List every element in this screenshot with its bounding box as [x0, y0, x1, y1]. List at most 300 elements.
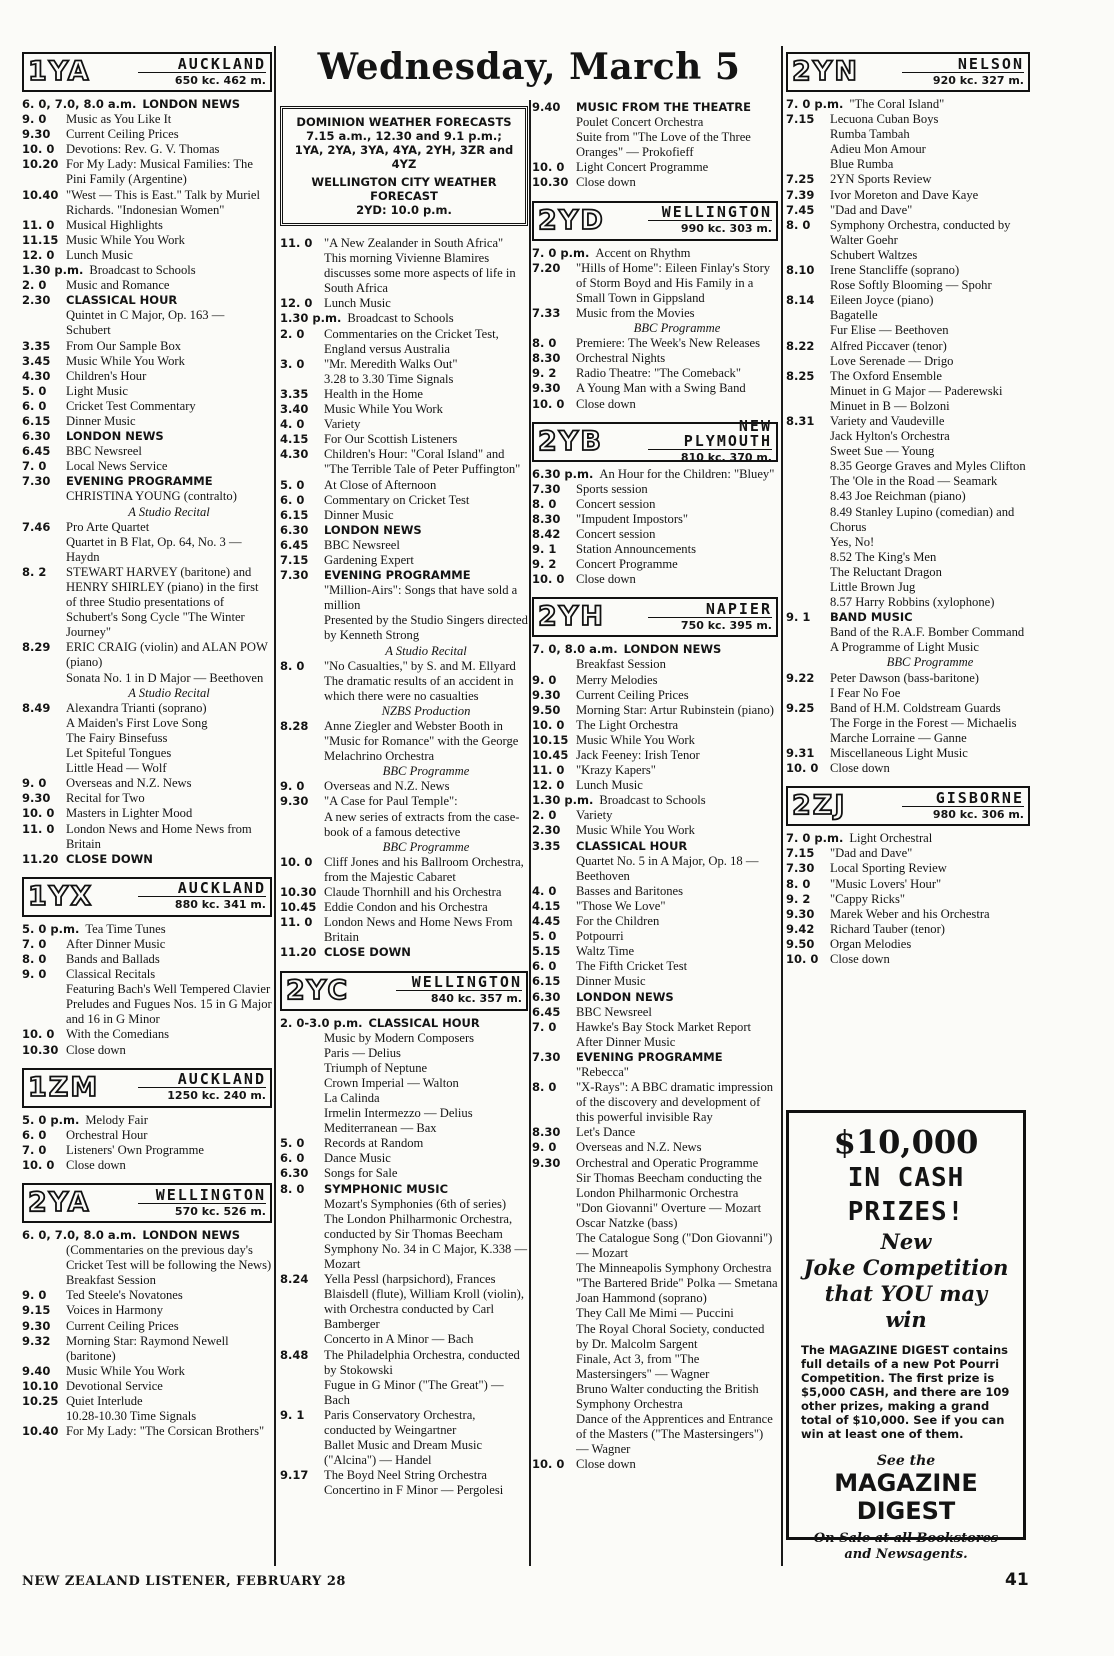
- schedule-text: Records at Random: [324, 1136, 424, 1151]
- schedule-time: 9. 1: [532, 542, 557, 557]
- schedule-text: Poulet Concert Orchestra: [576, 115, 704, 130]
- schedule-item: [22, 967, 272, 982]
- station-frequency: 920 kc. 327 m.: [932, 73, 1024, 87]
- schedule-text: Crown Imperial — Walton: [324, 1075, 459, 1090]
- schedule-item: [786, 640, 1030, 655]
- station-call-sign: 1YA: [28, 56, 91, 87]
- schedule-time: 8.30: [532, 511, 561, 526]
- schedule-time: [22, 997, 66, 1027]
- schedule-item: [22, 565, 272, 640]
- schedule-time: 2. 0: [532, 808, 557, 823]
- schedule-text: Melody Fair: [85, 1112, 148, 1127]
- schedule-item: [22, 1228, 272, 1243]
- schedule-item: [532, 703, 778, 718]
- schedule-item: [280, 493, 528, 508]
- schedule-item: [786, 203, 1030, 218]
- schedule-item: [22, 761, 272, 776]
- station-header-2yd: [532, 201, 778, 241]
- station-city: AUCKLAND: [138, 57, 266, 73]
- schedule-item: [532, 130, 778, 160]
- schedule-time: [786, 655, 830, 670]
- advert-amount: $10,000: [833, 1123, 979, 1161]
- page-title: Wednesday, March 5: [317, 46, 741, 88]
- schedule-item: [280, 357, 528, 372]
- schedule-time: [532, 1035, 576, 1050]
- schedule-time: [786, 550, 830, 565]
- schedule-text: Concerto in A Minor — Bach: [324, 1332, 474, 1347]
- schedule-text: Schubert Waltzes: [830, 247, 918, 262]
- schedule-text: CHRISTINA YOUNG (contralto): [66, 489, 237, 504]
- schedule-item: [280, 523, 528, 538]
- schedule-text: LONDON NEWS: [623, 642, 722, 657]
- schedule-time: 7. 0: [22, 1142, 47, 1157]
- schedule-time: [22, 489, 66, 504]
- schedule-text: Peter Dawson (bass-baritone): [830, 670, 979, 685]
- schedule-time: 6. 0: [280, 492, 305, 507]
- station-call-sign: 2YC: [286, 974, 350, 1006]
- schedule-item: [22, 640, 272, 670]
- schedule-text: The Fairy Binsefuss: [66, 730, 168, 745]
- schedule-text: Fugue in G Minor ("The Great") — Bach: [324, 1377, 504, 1407]
- schedule-text: Songs for Sale: [324, 1166, 398, 1181]
- schedule-text: The 'Ole in the Road — Seamark: [830, 474, 998, 489]
- schedule-time: 6.15: [22, 413, 51, 428]
- schedule-item: [786, 339, 1030, 354]
- schedule-item: [280, 478, 528, 493]
- schedule-item: [280, 583, 528, 613]
- schedule-text: For Our Scottish Listeners: [324, 432, 458, 447]
- schedule-time: [786, 248, 830, 263]
- schedule-item: [786, 278, 1030, 293]
- schedule-text: "Those We Love": [576, 898, 666, 913]
- footer-publication: NEW ZEALAND LISTENER, FEBRUARY 28: [22, 1574, 346, 1589]
- schedule-item: [786, 625, 1030, 640]
- schedule-text: Concert session: [576, 526, 656, 541]
- schedule-time: [786, 686, 830, 701]
- schedule-item: [280, 900, 528, 915]
- schedule-text: "The Bartered Bride" Polka — Smetana: [576, 1276, 778, 1291]
- schedule-time: 7.45: [786, 202, 815, 217]
- schedule-time: [786, 565, 830, 580]
- schedule-time: 6.45: [280, 537, 309, 552]
- schedule-text: Lecuona Cuban Boys: [830, 112, 939, 127]
- advert-magazine-name-2: DIGEST: [856, 1497, 956, 1525]
- schedule-item: [532, 718, 778, 733]
- schedule-text: The Forge in the Forest — Michaelis: [830, 715, 1017, 730]
- schedule-item: [532, 246, 778, 261]
- schedule-item: [786, 671, 1030, 686]
- schedule-item: [280, 1166, 528, 1181]
- schedule-text: Close down: [66, 1157, 126, 1172]
- schedule-text: Suite from "The Love of the Three Oranges" — Prokofieff: [576, 130, 751, 160]
- schedule-time: 9. 0: [532, 672, 557, 687]
- schedule-item: [22, 112, 272, 127]
- schedule-text: Music While You Work: [66, 353, 185, 368]
- schedule-text: Lunch Music: [66, 247, 133, 262]
- schedule-time: 9. 0: [22, 1288, 47, 1303]
- schedule-item: [786, 701, 1030, 716]
- schedule-time: 8. 0: [280, 658, 305, 673]
- schedule-time: 10.30: [280, 885, 317, 900]
- schedule-text: MUSIC FROM THE THEATRE: [576, 100, 751, 114]
- schedule-text: LONDON NEWS: [142, 97, 241, 111]
- schedule-item: [22, 791, 272, 806]
- schedule-text: Yes, No!: [830, 534, 875, 549]
- schedule-time: 11. 0: [280, 915, 313, 930]
- schedule-time: 3. 0: [280, 356, 305, 371]
- schedule-time: [280, 1438, 324, 1468]
- schedule-item: [532, 1171, 778, 1201]
- schedule-time: [786, 399, 830, 414]
- schedule-text: Dance of the Apprentices and Entrance of the Masters ("The Mastersingers") — Wagner: [576, 1412, 773, 1457]
- schedule-text: "Krazy Kapers": [576, 763, 656, 778]
- schedule-time: [532, 1065, 576, 1080]
- schedule-item: [532, 793, 778, 808]
- schedule-item: [22, 822, 272, 852]
- advert-prize: IN CASH PRIZES!: [847, 1163, 965, 1227]
- schedule-text: BBC Newsreel: [576, 1004, 652, 1019]
- schedule-item: [532, 1216, 778, 1231]
- schedule-time: [22, 761, 66, 776]
- schedule-text: CLASSICAL HOUR: [368, 1015, 480, 1030]
- station-frequency: 650 kc. 462 m.: [174, 73, 266, 87]
- schedule-text: Light Concert Programme: [576, 160, 709, 175]
- schedule-item: [786, 263, 1030, 278]
- magazine-digest-advert: [786, 1110, 1026, 1562]
- schedule-time: 9.40: [22, 1363, 51, 1378]
- schedule-text: The Light Orchestra: [576, 717, 679, 732]
- schedule-time: 10.20: [22, 157, 59, 172]
- schedule-item: [22, 806, 272, 821]
- schedule-text: Music and Romance: [66, 278, 170, 293]
- schedule-time: 9. 1: [786, 610, 811, 625]
- schedule-text: Musical Highlights: [66, 217, 163, 232]
- schedule-time: 6.45: [532, 1004, 561, 1019]
- schedule-item: [280, 1182, 528, 1197]
- station-header-2yc: [280, 971, 528, 1011]
- schedule-text: Close down: [66, 1042, 126, 1057]
- schedule-time: [532, 1171, 576, 1201]
- schedule-time: 6.45: [22, 444, 51, 459]
- schedule-time: 2.30: [22, 293, 51, 308]
- station-frequency: 880 kc. 341 m.: [174, 898, 266, 912]
- schedule-item: [22, 97, 272, 112]
- schedule-text: Lunch Music: [324, 296, 391, 311]
- schedule-item: [532, 642, 778, 657]
- schedule-time: [786, 384, 830, 399]
- schedule-time: 1.30 p.m.: [280, 311, 342, 326]
- schedule-time: 7.30: [532, 481, 561, 496]
- schedule-time: 10.10: [22, 1378, 59, 1393]
- schedule-time: [786, 157, 830, 172]
- schedule-item: [280, 508, 528, 523]
- schedule-text: Orchestral Nights: [576, 351, 666, 366]
- schedule-item: [532, 1291, 778, 1306]
- schedule-text: Merry Melodies: [576, 672, 658, 687]
- schedule-text: "The Coral Island": [849, 97, 945, 111]
- schedule-text: The dramatic results of an accident in which there were no casualties: [324, 673, 514, 703]
- schedule-item: [786, 610, 1030, 625]
- schedule-2zj: [786, 831, 1030, 967]
- schedule-item: [22, 1273, 272, 1288]
- column-rule: [529, 100, 531, 1566]
- schedule-text: Bagatelle: [830, 308, 878, 323]
- schedule-time: 10. 0: [22, 142, 55, 157]
- schedule-time: [786, 459, 830, 474]
- schedule-item: [786, 323, 1030, 338]
- schedule-time: 9.31: [786, 746, 815, 761]
- schedule-item: [786, 489, 1030, 504]
- schedule-text: SYMPHONIC MUSIC: [324, 1181, 449, 1196]
- schedule-item: [532, 1020, 778, 1035]
- schedule-item: [786, 172, 1030, 187]
- schedule-time: 10. 0: [532, 572, 565, 587]
- schedule-time: 9.50: [532, 702, 561, 717]
- schedule-time: [786, 278, 830, 293]
- schedule-time: 7. 0: [532, 1019, 557, 1034]
- schedule-time: 9.30: [532, 381, 561, 396]
- schedule-item: [280, 659, 528, 674]
- schedule-item: [22, 127, 272, 142]
- schedule-item: [786, 937, 1030, 952]
- schedule-text: Current Ceiling Prices: [66, 1318, 179, 1333]
- schedule-time: 10. 0: [532, 717, 565, 732]
- schedule-item: [532, 884, 778, 899]
- schedule-item: [280, 387, 528, 402]
- schedule-time: [532, 1201, 576, 1216]
- schedule-item: [532, 115, 778, 130]
- schedule-text: Music While You Work: [324, 402, 443, 417]
- schedule-text: Symphony No. 34 in C Major, K.338 — Mozart: [324, 1241, 528, 1271]
- schedule-item: [532, 808, 778, 823]
- schedule-item: [280, 1031, 528, 1046]
- schedule-text: An Hour for the Children: "Bluey": [599, 466, 775, 481]
- station-frequency: 840 kc. 357 m.: [430, 992, 522, 1005]
- schedule-time: 10. 0: [22, 1157, 55, 1172]
- schedule-text: Local News Service: [66, 459, 168, 474]
- schedule-text: After Dinner Music: [576, 1034, 676, 1049]
- schedule-item: [786, 686, 1030, 701]
- schedule-text: 10.28-10.30 Time Signals: [66, 1409, 197, 1424]
- schedule-time: 6.30 p.m.: [532, 466, 594, 481]
- schedule-time: 10.25: [22, 1394, 59, 1409]
- schedule-text: Music While You Work: [576, 732, 695, 747]
- schedule-item: [786, 831, 1030, 846]
- advert-line1: New: [880, 1229, 932, 1254]
- schedule-time: [280, 1197, 324, 1212]
- schedule-text: Overseas and N.Z. News: [66, 776, 192, 791]
- schedule-item: [786, 459, 1030, 474]
- schedule-item: [786, 655, 1030, 670]
- schedule-time: [532, 130, 576, 160]
- schedule-text: 8.35 George Graves and Myles Clifton: [830, 459, 1026, 474]
- schedule-text: Hawke's Bay Stock Market Report: [576, 1019, 752, 1034]
- schedule-text: Band of H.M. Coldstream Guards: [830, 700, 1001, 715]
- station-header-1zm: [22, 1068, 272, 1108]
- schedule-text: "Cappy Ricks": [830, 891, 905, 906]
- page-number: 41: [1005, 1570, 1029, 1590]
- schedule-time: 9. 2: [532, 557, 557, 572]
- schedule-time: 9.22: [786, 670, 815, 685]
- schedule-time: 7. 0, 8.0 a.m.: [532, 642, 618, 657]
- schedule-item: [532, 1080, 778, 1125]
- schedule-item: [22, 429, 272, 444]
- schedule-item: [280, 447, 528, 477]
- schedule-item: [532, 1352, 778, 1382]
- schedule-item: [532, 482, 778, 497]
- schedule-time: 8.22: [786, 338, 815, 353]
- schedule-time: 10. 0: [532, 396, 565, 411]
- schedule-time: 9. 0: [22, 967, 47, 982]
- schedule-text: Let Spiteful Tongues: [66, 746, 172, 761]
- schedule-item: [22, 489, 272, 504]
- schedule-text: Broadcast to Schools: [347, 311, 454, 326]
- schedule-time: [280, 810, 324, 840]
- schedule-time: 3.40: [280, 402, 309, 417]
- schedule-item: [22, 263, 272, 278]
- station-call-sign: 2ZJ: [792, 790, 847, 822]
- schedule-time: [280, 613, 324, 643]
- schedule-text: Orchestral and Operatic Programme: [576, 1155, 759, 1170]
- schedule-item: [532, 854, 778, 884]
- schedule-text: Morning Star: Artur Rubinstein (piano): [576, 702, 774, 717]
- schedule-text: Close down: [576, 1457, 636, 1472]
- schedule-time: [280, 1076, 324, 1091]
- schedule-time: [22, 1409, 66, 1424]
- schedule-item: [22, 233, 272, 248]
- schedule-item: [280, 1242, 528, 1272]
- schedule-2yc: [280, 1016, 528, 1499]
- schedule-text: Light Music: [66, 383, 128, 398]
- schedule-time: [786, 308, 830, 323]
- schedule-time: [22, 1273, 66, 1288]
- station-header-1ya: [22, 52, 272, 92]
- schedule-item: [22, 952, 272, 967]
- schedule-text: For My Lady: Musical Families: The Pini Family (Argentine): [66, 157, 253, 187]
- column-rule: [274, 46, 276, 1566]
- schedule-item: [22, 852, 272, 867]
- station-frequency: 980 kc. 306 m.: [932, 807, 1024, 821]
- schedule-time: [22, 686, 66, 701]
- schedule-time: 8.30: [532, 351, 561, 366]
- schedule-time: 8. 0: [532, 496, 557, 511]
- schedule-time: 9. 0: [532, 1140, 557, 1155]
- schedule-item: [532, 467, 778, 482]
- station-city: AUCKLAND: [138, 1072, 266, 1088]
- schedule-text: Close down: [830, 951, 890, 966]
- schedule-time: 9.30: [786, 906, 815, 921]
- schedule-item: [280, 1197, 528, 1212]
- station-header-2yn: [786, 52, 1030, 92]
- schedule-text: Music as You Like It: [66, 112, 172, 127]
- schedule-item: [532, 778, 778, 793]
- schedule-item: [280, 1106, 528, 1121]
- schedule-time: 10. 0: [532, 1457, 565, 1472]
- station-call-sign: 2YB: [538, 425, 603, 457]
- schedule-item: [532, 990, 778, 1005]
- schedule-text: ERIC CRAIG (violin) and ALAN POW (piano): [66, 640, 268, 670]
- schedule-text: Joan Hammond (soprano): [576, 1291, 707, 1306]
- schedule-text: London News and Home News From Britain: [324, 915, 513, 945]
- schedule-2ya: [22, 1228, 272, 1439]
- schedule-item: [22, 686, 272, 701]
- schedule-item: [280, 372, 528, 387]
- schedule-text: NZBS Production: [381, 703, 471, 718]
- schedule-text: BBC Programme: [382, 839, 470, 854]
- advert-body: The MAGAZINE DIGEST contains full details of a new Pot Pourri Competition. The first prize is $5,000 CASH, and there are 109 other prizes, making a grand total of $10,000. See if you can win at least one of them.: [801, 1343, 1010, 1441]
- schedule-time: [22, 731, 66, 746]
- schedule-time: 7.39: [786, 187, 815, 202]
- schedule-text: Current Ceiling Prices: [576, 687, 689, 702]
- schedule-text: Claude Thornhill and his Orchestra: [324, 885, 502, 900]
- schedule-item: [22, 339, 272, 354]
- schedule-time: [22, 716, 66, 731]
- schedule-text: Children's Hour: "Coral Island" and "The Terrible Tale of Peter Puffington": [324, 447, 521, 477]
- schedule-item: [280, 719, 528, 764]
- schedule-text: Classical Recitals: [66, 967, 156, 982]
- schedule-item: [786, 952, 1030, 967]
- schedule-text: At Close of Afternoon: [324, 477, 437, 492]
- station-call-sign: 1YX: [28, 880, 94, 912]
- schedule-item: [280, 236, 528, 251]
- schedule-item: [786, 444, 1030, 459]
- schedule-item: [532, 1065, 778, 1080]
- schedule-text: Waltz Time: [576, 944, 635, 959]
- schedule-time: 8.10: [786, 263, 815, 278]
- schedule-item: [532, 572, 778, 587]
- schedule-text: Accent on Rhythm: [595, 245, 691, 260]
- schedule-item: [532, 542, 778, 557]
- schedule-time: 4. 0: [532, 883, 557, 898]
- schedule-item: [280, 1091, 528, 1106]
- schedule-time: 8. 0: [532, 1080, 557, 1095]
- schedule-text: Marek Weber and his Orchestra: [830, 906, 990, 921]
- station-city: WELLINGTON: [138, 1188, 266, 1204]
- schedule-time: [786, 474, 830, 489]
- schedule-item: [532, 1457, 778, 1472]
- schedule-time: [786, 323, 830, 338]
- schedule-item: [22, 399, 272, 414]
- schedule-time: 10.45: [532, 748, 569, 762]
- schedule-text: Health in the Home: [324, 386, 423, 401]
- schedule-text: "Dad and Dave": [830, 202, 913, 217]
- schedule-time: 9.15: [22, 1303, 51, 1318]
- schedule-item: [280, 432, 528, 447]
- schedule-item: [22, 157, 272, 187]
- schedule-time: [280, 840, 324, 855]
- schedule-text: 8.49 Stanley Lupino (comedian) and Chorus: [830, 504, 1015, 534]
- schedule-time: [532, 1352, 576, 1382]
- schedule-text: "No Casualties," by S. and M. Ellyard: [324, 658, 516, 673]
- schedule-time: 10.30: [22, 1042, 59, 1057]
- schedule-time: 7.33: [532, 305, 561, 320]
- schedule-time: 9.32: [22, 1333, 51, 1348]
- schedule-item: [786, 716, 1030, 731]
- schedule-time: 8.29: [22, 640, 51, 655]
- schedule-time: [532, 1306, 576, 1321]
- schedule-time: 5. 0: [280, 1136, 305, 1151]
- schedule-item: [532, 366, 778, 381]
- schedule-text: "Music Lovers' Hour": [830, 876, 942, 891]
- schedule-text: Miscellaneous Light Music: [830, 746, 968, 761]
- schedule-text: Commentary on Cricket Test: [324, 492, 470, 507]
- schedule-2yn: [786, 97, 1030, 776]
- schedule-text: Commentaries on the Cricket Test, England versus Australia: [324, 326, 499, 356]
- schedule-time: [532, 321, 576, 336]
- schedule-time: 9.30: [280, 794, 309, 809]
- schedule-time: 9.30: [22, 1318, 51, 1333]
- schedule-text: BAND MUSIC: [830, 610, 913, 625]
